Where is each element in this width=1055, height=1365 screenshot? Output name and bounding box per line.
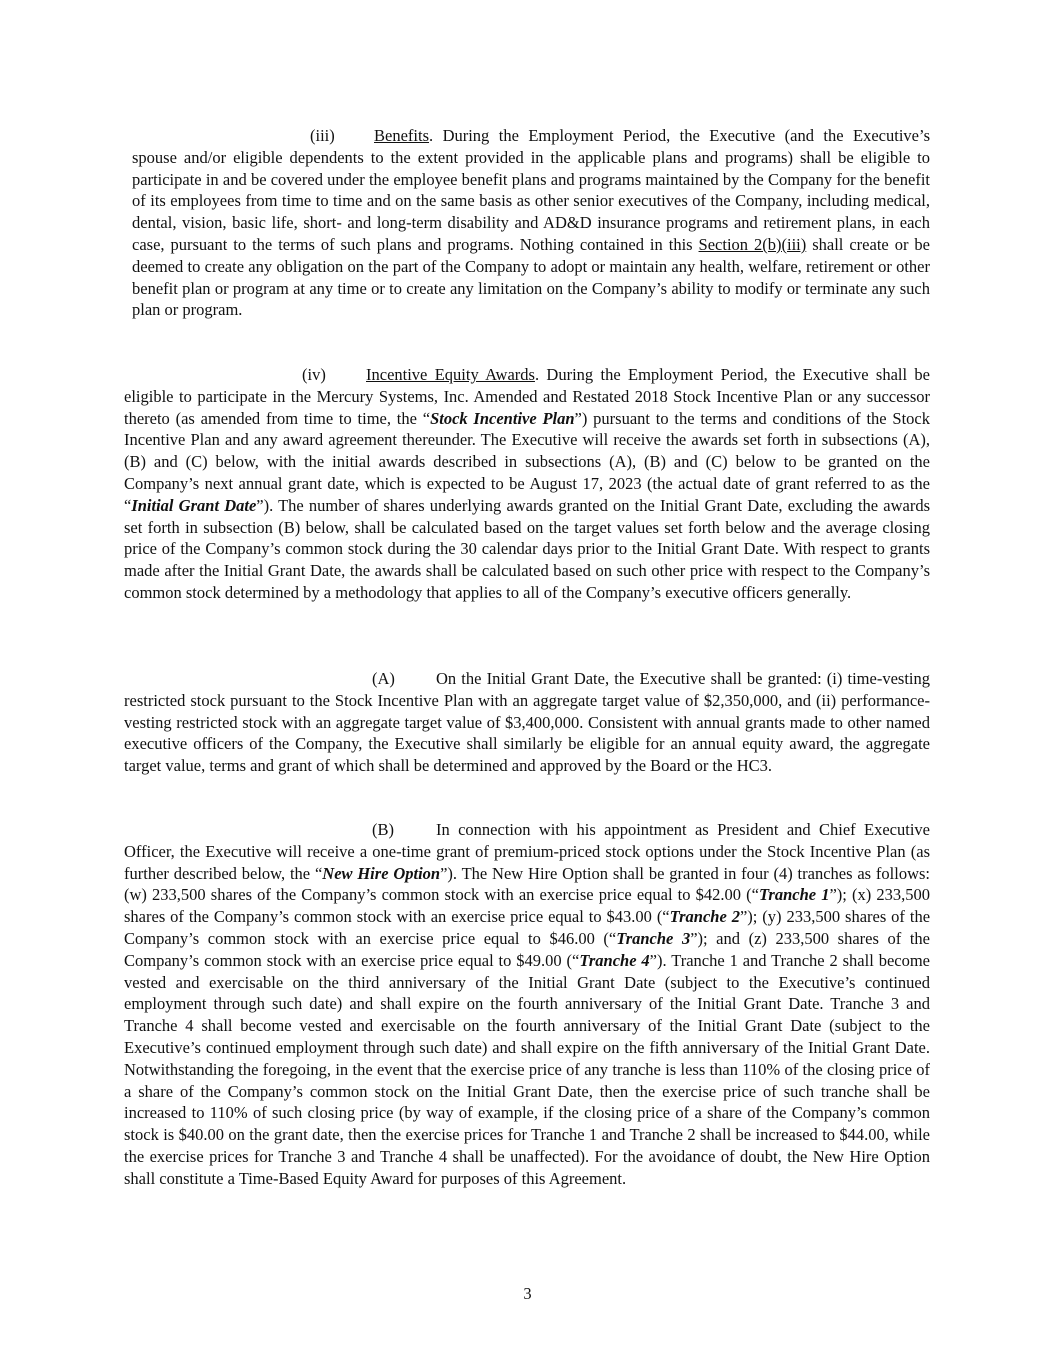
defined-term-tranche-3: Tranche 3	[616, 928, 691, 948]
subsection-b-text-4: ”); (y) 233,500 shares of the Company’s common stock with an exercise price equal to $46.00 (“	[124, 907, 931, 948]
benefits-text-1: . During the Employment Period, the Executive (and the Executive’s spouse and/or eligible dependents to the extent provided in the applicable plans and programs) shall be eligible to participate in and be covered under the employee benefit plans and programs maintained by the Company for the benefit of its employees from time to time and on the same basis as other senior executives of the Company, including medical, dental, vision, basic life, short- and long-term disability and AD&D insurance programs and retirement plans, in each case, pursuant to the terms of such plans and programs. Nothing contained in this	[132, 126, 930, 254]
incentive-number: (iv)	[302, 365, 326, 384]
subsection-b-number: (B)	[372, 820, 394, 839]
incentive-heading: Incentive Equity Awards	[366, 365, 535, 384]
page-number: 3	[523, 1284, 532, 1303]
defined-term-tranche-1: Tranche 1	[758, 885, 830, 905]
section-reference: Section 2(b)(iii)	[698, 234, 807, 254]
subsection-b-text-2: ”). The New Hire Option shall be granted in four (4) tranches as follows: (w) 233,500 shares of the Company’s common stock with an exercise price equal to $42.00 (“	[124, 863, 931, 905]
benefits-paragraph	[132, 125, 930, 321]
incentive-text-2: ”) pursuant to the terms and conditions of the Stock Incentive Plan and any award agreement thereunder. The Executive will receive the awards set forth in subsections (A), (B) and (C) below, with the initial awards described in subsections (A), (B) and (C) below to be granted on the Company’s next annual grant date, which is expected to be August 17, 2023 (the actual date of grant referred to as the “	[124, 408, 930, 515]
subsection-b-text-1: In connection with his appointment as President and Chief Executive Officer, the Executive will receive a one-time grant of premium-priced stock options under the Stock Incentive Plan (as further described below, the “	[124, 820, 930, 883]
incentive-equity-paragraph	[124, 364, 930, 604]
defined-term-initial-grant-date: Initial Grant Date	[131, 495, 257, 515]
subsection-a-paragraph	[124, 668, 930, 777]
incentive-text-1: . During the Employment Period, the Executive shall be eligible to participate in the Mercury Systems, Inc. Amended and Restated 2018 Stock Incentive Plan or any successor thereto (as amended from time to time, the “	[124, 365, 930, 428]
subsection-a-text: On the Initial Grant Date, the Executive shall be granted: (i) time-vesting restricted stock pursuant to the Stock Incentive Plan with an aggregate target value of $2,350,000, and (ii) performance-vesting restricted stock with an aggregate target value of $3,400,000. Consistent with annual grants made to other named executive officers of the Company, the Executive shall similarly be eligible for an annual equity award, the aggregate target value, terms and grant of which shall be determined and approved by the Board or the HC3.	[124, 669, 930, 776]
benefits-heading: Benefits	[374, 126, 429, 145]
subsection-b-text-6: ”). Tranche 1 and Tranche 2 shall become vested and exercisable on the third anniversary of the Initial Grant Date (subject to the Executive’s continued employment through such date) and shall expire on the fourth anniversary of the Initial Grant Date. Tranche 3 and Tranche 4 shall become vested and exercisable on the fourth anniversary of the Initial Grant Date (subject to the Executive’s continued employment through such date) and shall expire on the fifth anniversary of the Initial Grant Date. Notwithstanding the foregoing, in the event that the exercise price of any tranche is less than 110% of the closing price of a share of the Company’s common stock on the Initial Grant Date, then the exercise price of such tranche shall be increased to 110% of such closing price (by way of example, if the closing price of a share of the Company’s common stock is $40.00 on the grant date, then the exercise prices for Tranche 1 and Tranche 2 shall be increased to $44.00, while the exercise prices for Tranche 3 and Tranche 4 shall be unaffected). For the avoidance of doubt, the New Hire Option shall constitute a Time-Based Equity Award for purposes of this Agreement.	[124, 950, 930, 1188]
defined-term-new-hire-option: New Hire Option	[322, 863, 441, 883]
benefits-text-2: shall create or be deemed to create any obligation on the part of the Company to adopt or maintain any health, welfare, retirement or other benefit plan or program at any time or to create any limitation on the Company’s ability to modify or terminate any such plan or program.	[132, 234, 930, 320]
subsection-a-number: (A)	[372, 669, 395, 688]
defined-term-tranche-2: Tranche 2	[669, 907, 740, 927]
subsection-b-text-5: ”); and (z) 233,500 shares of the Company’s common stock with an exercise price equal to $49.00 (“	[124, 928, 930, 970]
subsection-b-paragraph	[124, 819, 930, 1190]
defined-term-stock-incentive-plan: Stock Incentive Plan	[430, 408, 575, 428]
defined-term-tranche-4: Tranche 4	[579, 950, 650, 970]
benefits-number: (iii)	[310, 126, 335, 145]
incentive-text-3: ”). The number of shares underlying awards granted on the Initial Grant Date, excluding the awards set forth in subsection (B) below, shall be calculated based on the target values set forth below and the average closing price of the Company’s common stock during the 30 calendar days prior to the Initial Grant Date. With respect to grants made after the Initial Grant Date, the awards shall be calculated based on such other price with respect to the Company’s common stock determined by a methodology that applies to all of the Company’s executive officers generally.	[124, 495, 931, 602]
subsection-b-text-3: ”); (x) 233,500 shares of the Company’s common stock with an exercise price equal to $43.00 (“	[124, 885, 930, 927]
